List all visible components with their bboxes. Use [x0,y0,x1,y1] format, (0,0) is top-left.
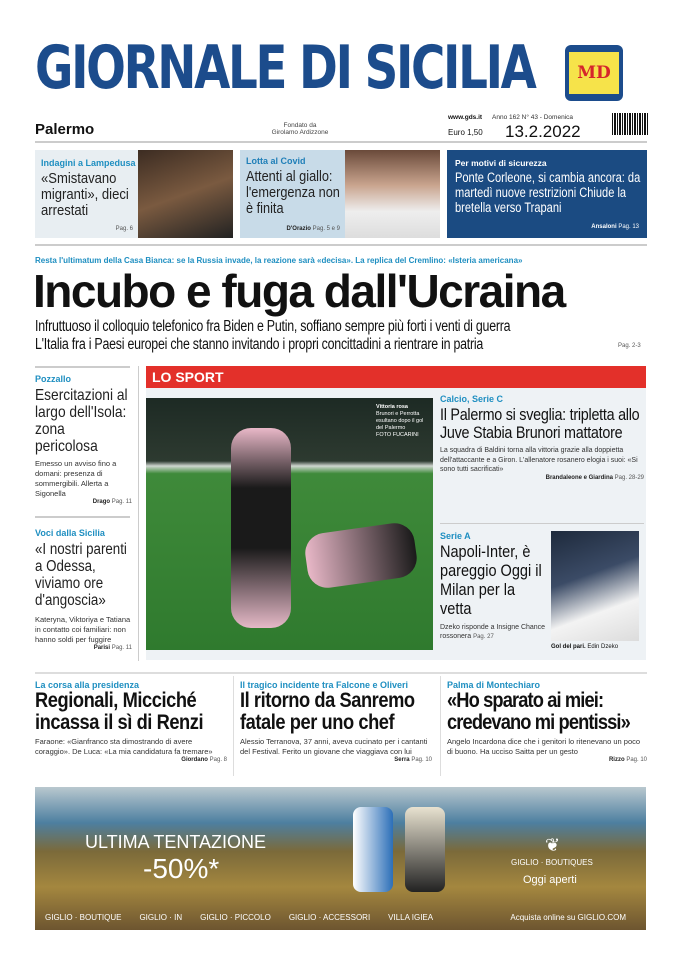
story-byline [591,224,639,230]
police-photo [138,150,233,238]
story-page: Pag. 28-29 [614,474,644,481]
story-kicker: Lotta al Covid [246,156,306,166]
divider [440,523,644,524]
ad-online: Acquista online su GIGLIO.COM [510,913,626,922]
lead-deck-1: Infruttuoso il colloquio telefonico fra Biden e Putin, soffiano sempre più forti i venti di guerra [35,318,511,335]
story-title: Regionali, Micciché incassa il sì di Renzi [35,689,204,734]
ad-figure [405,807,445,892]
story-title: Il ritorno da Sanremo fatale per uno chef [240,689,415,734]
story-kicker: Pozzallo [35,374,72,384]
website: www.gds.it [448,114,483,121]
ad-discount: -50%* [143,853,220,884]
ad-footer [45,913,433,922]
story-body: Emesso un avviso fino a domani: presenza di sommergibili. Allerta a Sigonella [35,459,117,498]
lead-page: Pag. 2-3 [618,343,641,349]
story-author: Serra [394,757,410,763]
barcode [612,113,648,135]
top-story-2[interactable] [240,150,440,238]
story-page: Pag. 10 [411,757,432,763]
story-page: Pag. 5 e 9 [312,226,340,232]
story-author: Parisi [93,645,111,651]
story-byline [35,757,227,763]
story-kicker: La corsa alla presidenza [35,680,140,690]
column-divider [138,366,139,661]
story-kicker: Indagini a Lampedusa [41,158,136,168]
mask-photo [345,150,440,238]
story-kicker: Per motivi di sicurezza [455,158,547,168]
story-title: Ponte Corleone, si cambia ancora: da martedì nuove restrizioni Chiude la bretella verso Trapani [455,170,641,215]
price: Euro 1,50 [448,128,483,137]
founded-by [250,122,350,136]
ad-store: GIGLIO · ACCESSORI [288,913,371,922]
divider [35,672,647,674]
story-title: «I nostri parenti a Odessa, viviamo ore d'angoscia» [35,541,127,609]
story-kicker: Palma di Montechiaro [447,680,541,690]
story-kicker: Il tragico incidente tra Falcone e Oliveri [240,680,409,690]
story-title: «Ho sparato ai miei: credevano mi pentissi» [447,689,630,734]
story-author: Ansaloni [591,224,617,230]
lead-headline[interactable]: Incubo e fuga dall'Ucraina [33,265,565,317]
photo-caption [376,404,431,439]
divider [35,516,130,518]
top-story-3[interactable] [447,150,647,238]
dzeko-caption [551,644,618,650]
story-byline [260,226,340,232]
sport-story-napoli-inter[interactable] [440,531,550,642]
story-body: Angelo Incardona dice che i genitori lo ritenevano un poco di buono. Ha ucciso Saitta per un gesto [447,737,641,756]
story-page: Pag. 8 [209,757,227,763]
story-byline [35,645,132,651]
ad-store: GIGLIO · PICCOLO [200,913,271,922]
bottom-story-3[interactable] [447,680,647,763]
ad-store: GIGLIO · IN [139,913,183,922]
story-title: Il Palermo si sveglia: tripletta allo Juve Stabia Brunori mattatore [440,406,640,442]
story-title: Esercitazioni al largo dell'Isola: zona pericolosa [35,387,128,455]
story-page: Pag. 27 [473,634,494,640]
player-figure [231,428,291,628]
divider [35,244,647,246]
issue-number: Anno 162 N° 43 - Domenica [492,114,574,121]
story-kicker: Calcio, Serie C [440,394,504,404]
palermo-celebration-photo [146,398,433,650]
story-page: Pag. 10 [626,757,647,763]
story-byline [440,475,644,481]
ad-brand: GIGLIO · BOUTIQUES [511,858,593,867]
founded-label: Fondato da [283,122,317,129]
story-author: Brandaleone e Giardina [545,474,613,481]
story-body: Alessio Terranova, 37 anni, aveva cucinato per i cantanti del Festival. Ferito un giovane che viaggiava con lui [240,737,428,756]
sport-section-header: LO SPORT [146,366,646,388]
column-divider [233,676,234,776]
giglio-advertisement[interactable] [35,787,646,930]
left-story-1[interactable] [35,374,132,505]
photo-credit: FOTO FUCARINI [376,432,419,438]
md-logo-text: MD [569,52,619,94]
story-page: Pag. 11 [111,499,132,505]
story-body: Kateryna, Viktoriya e Tatiana in contatto coi familiari: non hanno soldi per fuggire [35,615,131,644]
date: 13.2.2022 [505,122,581,141]
caption-bold: Gol del pari. [551,644,586,650]
story-page: Pag. 11 [111,645,132,651]
story-body: Faraone: «Gianfranco sta dimostrando di avere coraggio». De Luca: «La mia candidatura fa tremare» [35,737,213,756]
divider [35,141,647,143]
story-byline [35,499,132,505]
ad-line-1: ULTIMA TENTAZIONE [85,832,267,852]
story-body: La squadra di Baldini torna alla vittoria grazie alla doppietta dell'attaccante e a Giron. L'allenatore rosanero elogia i suoi: «Si sono tutti sacrificati» [440,447,638,473]
ad-store: VILLA IGIEA [388,913,434,922]
story-author: D'Orazio [286,226,311,232]
player-figure [303,521,420,591]
edition-city: Palermo [35,121,95,138]
caption-text: Edin Dzeko [587,644,619,650]
sport-story-palermo[interactable] [440,394,644,481]
story-title: «Smistavano migranti», dieci arrestati [41,170,129,219]
story-page: Pag. 13 [618,224,639,230]
story-body-line [440,623,550,642]
ad-store: GIGLIO · BOUTIQUE [45,913,122,922]
ad-figure [353,807,393,892]
bottom-story-2[interactable] [240,680,432,763]
story-body: Dzeko risponde a Insigne Chance rossonera [440,624,546,640]
dzeko-photo [551,531,639,641]
caption-title: Vittoria rosa [376,404,408,410]
giglio-logo-icon: ❦ [545,835,561,855]
story-author: Drago [92,499,111,505]
masthead-title: GIORNALE DI SICILIA [35,33,535,103]
md-logo [565,45,623,101]
story-author: Giordano [181,757,208,763]
top-story-1[interactable] [35,150,233,238]
story-title: Napoli-Inter, è pareggio Oggi il Milan per la vetta [440,543,542,618]
sport-panel [146,388,646,660]
divider [35,366,130,368]
left-story-2[interactable] [35,528,132,651]
story-byline [447,757,647,763]
founder-name: Girolamo Ardizzone [271,129,329,136]
bottom-story-1[interactable] [35,680,227,763]
caption-text: Brunori e Perrotta esultano dopo il gol del Palermo [376,411,424,431]
story-kicker: Serie A [440,531,471,541]
ad-open: Oggi aperti [523,874,577,886]
story-kicker: Voci dalla Sicilia [35,528,105,538]
story-title: Attenti al giallo: l'emergenza non è finita [246,168,340,217]
story-page: Pag. 6 [115,226,133,232]
story-author: Rizzo [608,757,625,763]
column-divider [440,676,441,776]
lead-deck-2: L'Italia fra i Paesi europei che stanno invitando i propri concittadini a rientrare in patria [35,336,484,353]
lead-kicker: Resta l'ultimatum della Casa Bianca: se la Russia invade, la reazione sarà «decisa». La replica del Cremlino: «Isteria americana» [35,256,523,265]
story-byline [240,757,432,763]
